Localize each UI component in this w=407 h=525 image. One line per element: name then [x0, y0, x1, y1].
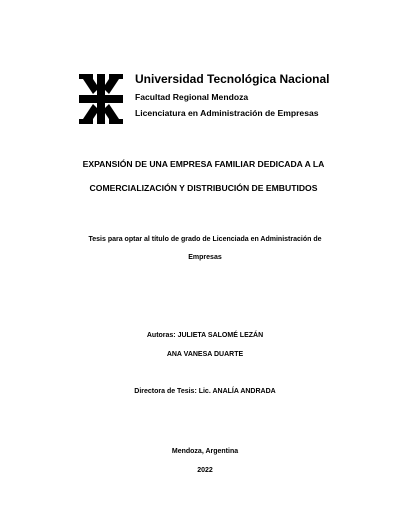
- authors-block: [50, 326, 360, 364]
- faculty-name: Facultad Regional Mendoza: [135, 92, 249, 102]
- thesis-purpose-line-1: Tesis para optar al título de grado de Licenciada en Administración de: [88, 236, 322, 243]
- document-header: [79, 72, 379, 128]
- career-name: Licenciatura en Administración de Empresas: [135, 108, 319, 118]
- place-year: 2022: [197, 467, 213, 474]
- thesis-title-line-1: EXPANSIÓN DE UNA EMPRESA FAMILIAR DEDICADA A LA: [82, 159, 325, 169]
- authors-line-2: ANA VANESA DUARTE: [166, 351, 244, 358]
- director-block: [50, 385, 360, 399]
- place-city: Mendoza, Argentina: [171, 448, 239, 455]
- thesis-purpose: [50, 231, 360, 267]
- thesis-title-line-2: COMERCIALIZACIÓN Y DISTRIBUCIÓN DE EMBUTIDOS: [89, 183, 318, 193]
- utn-logo-icon: [79, 74, 123, 124]
- authors-line-1: Autoras: JULIETA SALOMÉ LEZÁN: [146, 332, 264, 339]
- place-date-block: [50, 442, 360, 480]
- thesis-title: [40, 152, 367, 200]
- thesis-purpose-line-2: Empresas: [188, 254, 222, 261]
- header-text-block: [135, 72, 385, 119]
- director-line: Directora de Tesis: Lic. ANALÍA ANDRADA: [134, 388, 276, 395]
- university-name: Universidad Tecnológica Nacional: [135, 72, 330, 86]
